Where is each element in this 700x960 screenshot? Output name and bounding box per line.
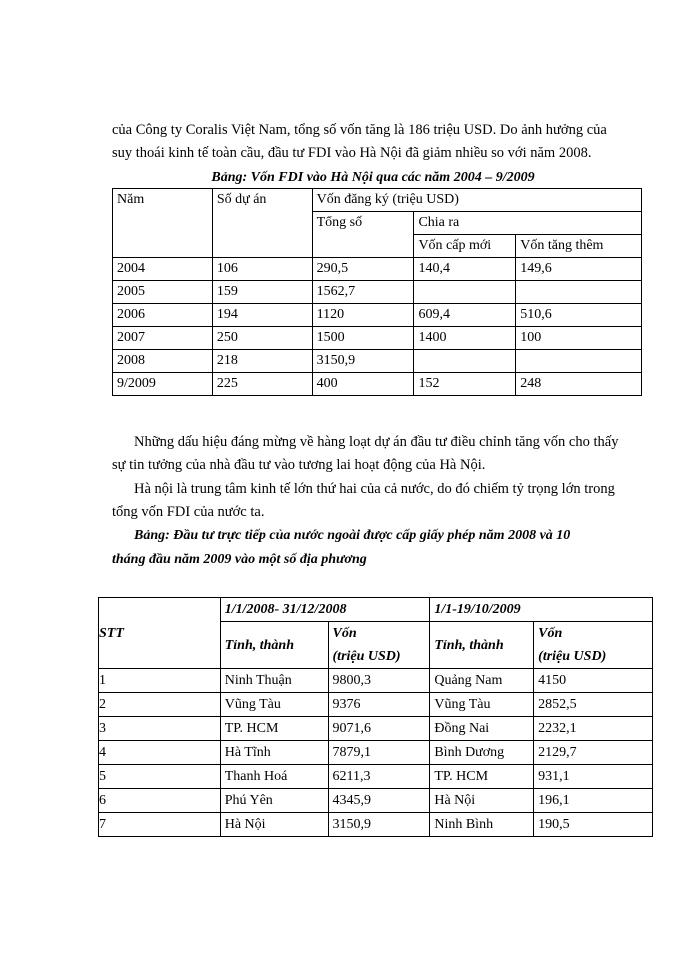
header-von-dang-ky: Vốn đăng ký (triệu USD) xyxy=(312,189,641,212)
cell: 1 xyxy=(99,669,221,693)
intro-line-1: của Công ty Coralis Việt Nam, tổng số vốn tăng là 186 triệu USD. Do ảnh hưởng của xyxy=(112,122,607,138)
table-header-row xyxy=(113,189,642,212)
table-row xyxy=(99,789,653,813)
cell: 2008 xyxy=(113,350,213,373)
fdi-hanoi-table xyxy=(112,188,642,396)
cell xyxy=(414,281,516,304)
header-von-2008 xyxy=(328,622,430,669)
cell: Quảng Nam xyxy=(430,669,534,693)
cell: 196,1 xyxy=(534,789,653,813)
table-row xyxy=(99,669,653,693)
header-tinh-thanh-2009: Tỉnh, thành xyxy=(430,622,534,669)
cell: 400 xyxy=(312,373,414,396)
body-p2-line-1: Hà nội là trung tâm kinh tế lớn thứ hai của cả nước, do đó chiếm tỷ trọng lớn trong xyxy=(134,481,615,497)
cell: 2007 xyxy=(113,327,213,350)
cell: 3150,9 xyxy=(312,350,414,373)
header-von-cap-moi: Vốn cấp mới xyxy=(414,235,516,258)
table-row xyxy=(113,350,642,373)
cell: 510,6 xyxy=(516,304,642,327)
cell: Vũng Tàu xyxy=(220,693,328,717)
body-p1-line-1: Những dấu hiệu đáng mừng về hàng loạt dự án đầu tư điều chỉnh tăng vốn cho thấy xyxy=(134,434,619,450)
intro-paragraph xyxy=(112,119,634,165)
header-period-2008: 1/1/2008- 31/12/2008 xyxy=(220,598,430,622)
table-row xyxy=(113,373,642,396)
intro-line-2: suy thoái kinh tế toàn cầu, đầu tư FDI vào Hà Nội đã giảm nhiều so với năm 2008. xyxy=(112,145,592,161)
cell xyxy=(516,350,642,373)
cell: 931,1 xyxy=(534,765,653,789)
cell: 2232,1 xyxy=(534,717,653,741)
cell: 3 xyxy=(99,717,221,741)
cell: Vũng Tàu xyxy=(430,693,534,717)
cell: 4150 xyxy=(534,669,653,693)
cell: 9/2009 xyxy=(113,373,213,396)
cell: 6211,3 xyxy=(328,765,430,789)
cell: 106 xyxy=(212,258,312,281)
cell: Hà Tĩnh xyxy=(220,741,328,765)
cell: 4 xyxy=(99,741,221,765)
cell: 2852,5 xyxy=(534,693,653,717)
body-p1-line-2: sự tin tưởng của nhà đầu tư vào tương lai hoạt động của Hà Nội. xyxy=(112,457,486,473)
cell xyxy=(516,281,642,304)
cell: 3150,9 xyxy=(328,813,430,837)
body-paragraph-2 xyxy=(112,478,634,524)
table2-caption-line-1: Bảng: Đầu tư trực tiếp của nước ngoài được cấp giấy phép năm 2008 và 10 xyxy=(134,528,571,543)
cell xyxy=(414,350,516,373)
cell: Đồng Nai xyxy=(430,717,534,741)
cell: 9800,3 xyxy=(328,669,430,693)
cell: 5 xyxy=(99,765,221,789)
cell: 1400 xyxy=(414,327,516,350)
table-row xyxy=(99,765,653,789)
cell: 2005 xyxy=(113,281,213,304)
cell: 225 xyxy=(212,373,312,396)
table2-caption-line-2: tháng đầu năm 2009 vào một số địa phương xyxy=(112,552,367,567)
header-chia-ra: Chia ra xyxy=(414,212,642,235)
header-von-2009 xyxy=(534,622,653,669)
table-row xyxy=(113,258,642,281)
table-row xyxy=(113,304,642,327)
cell: 7879,1 xyxy=(328,741,430,765)
cell: Thanh Hoá xyxy=(220,765,328,789)
cell: 2129,7 xyxy=(534,741,653,765)
header-tinh-thanh-2008: Tỉnh, thành xyxy=(220,622,328,669)
table-row xyxy=(113,327,642,350)
fdi-provinces-table xyxy=(98,597,653,837)
cell: 218 xyxy=(212,350,312,373)
header-von-tang-them: Vốn tăng thêm xyxy=(516,235,642,258)
cell: 190,5 xyxy=(534,813,653,837)
header-so-du-an: Số dự án xyxy=(212,189,312,258)
cell: Bình Dương xyxy=(430,741,534,765)
header-nam: Năm xyxy=(113,189,213,258)
cell: TP. HCM xyxy=(430,765,534,789)
header-von-unit: (triệu USD) xyxy=(332,649,401,664)
header-von-label: Vốn xyxy=(538,626,563,641)
cell: 2004 xyxy=(113,258,213,281)
table1-caption: Bảng: Vốn FDI vào Hà Nội qua các năm 2004 – 9/2009 xyxy=(211,170,535,185)
cell: 290,5 xyxy=(312,258,414,281)
cell: 194 xyxy=(212,304,312,327)
table-row xyxy=(99,717,653,741)
body-p2-line-2: tổng vốn FDI của nước ta. xyxy=(112,504,265,520)
header-tong-so: Tổng số xyxy=(312,212,414,258)
cell: 100 xyxy=(516,327,642,350)
header-period-2009: 1/1-19/10/2009 xyxy=(430,598,653,622)
header-stt: STT xyxy=(99,598,221,669)
cell: 159 xyxy=(212,281,312,304)
cell: 7 xyxy=(99,813,221,837)
cell: 140,4 xyxy=(414,258,516,281)
cell: 609,4 xyxy=(414,304,516,327)
cell: 1120 xyxy=(312,304,414,327)
cell: 248 xyxy=(516,373,642,396)
cell: 149,6 xyxy=(516,258,642,281)
body-paragraph-1 xyxy=(112,431,634,477)
table2-caption xyxy=(112,524,634,572)
table-row xyxy=(99,693,653,717)
table-row xyxy=(113,281,642,304)
header-von-unit: (triệu USD) xyxy=(538,649,607,664)
cell: Ninh Bình xyxy=(430,813,534,837)
cell: 9376 xyxy=(328,693,430,717)
cell: 1500 xyxy=(312,327,414,350)
table-row xyxy=(99,813,653,837)
cell: 1562,7 xyxy=(312,281,414,304)
cell: Hà Nội xyxy=(430,789,534,813)
header-von-label: Vốn xyxy=(332,626,357,641)
cell: 2 xyxy=(99,693,221,717)
cell: Phú Yên xyxy=(220,789,328,813)
cell: 4345,9 xyxy=(328,789,430,813)
cell: 2006 xyxy=(113,304,213,327)
table-header-row xyxy=(99,598,653,622)
cell: Ninh Thuận xyxy=(220,669,328,693)
cell: 152 xyxy=(414,373,516,396)
cell: Hà Nội xyxy=(220,813,328,837)
cell: 6 xyxy=(99,789,221,813)
cell: TP. HCM xyxy=(220,717,328,741)
table-row xyxy=(99,741,653,765)
cell: 250 xyxy=(212,327,312,350)
cell: 9071,6 xyxy=(328,717,430,741)
